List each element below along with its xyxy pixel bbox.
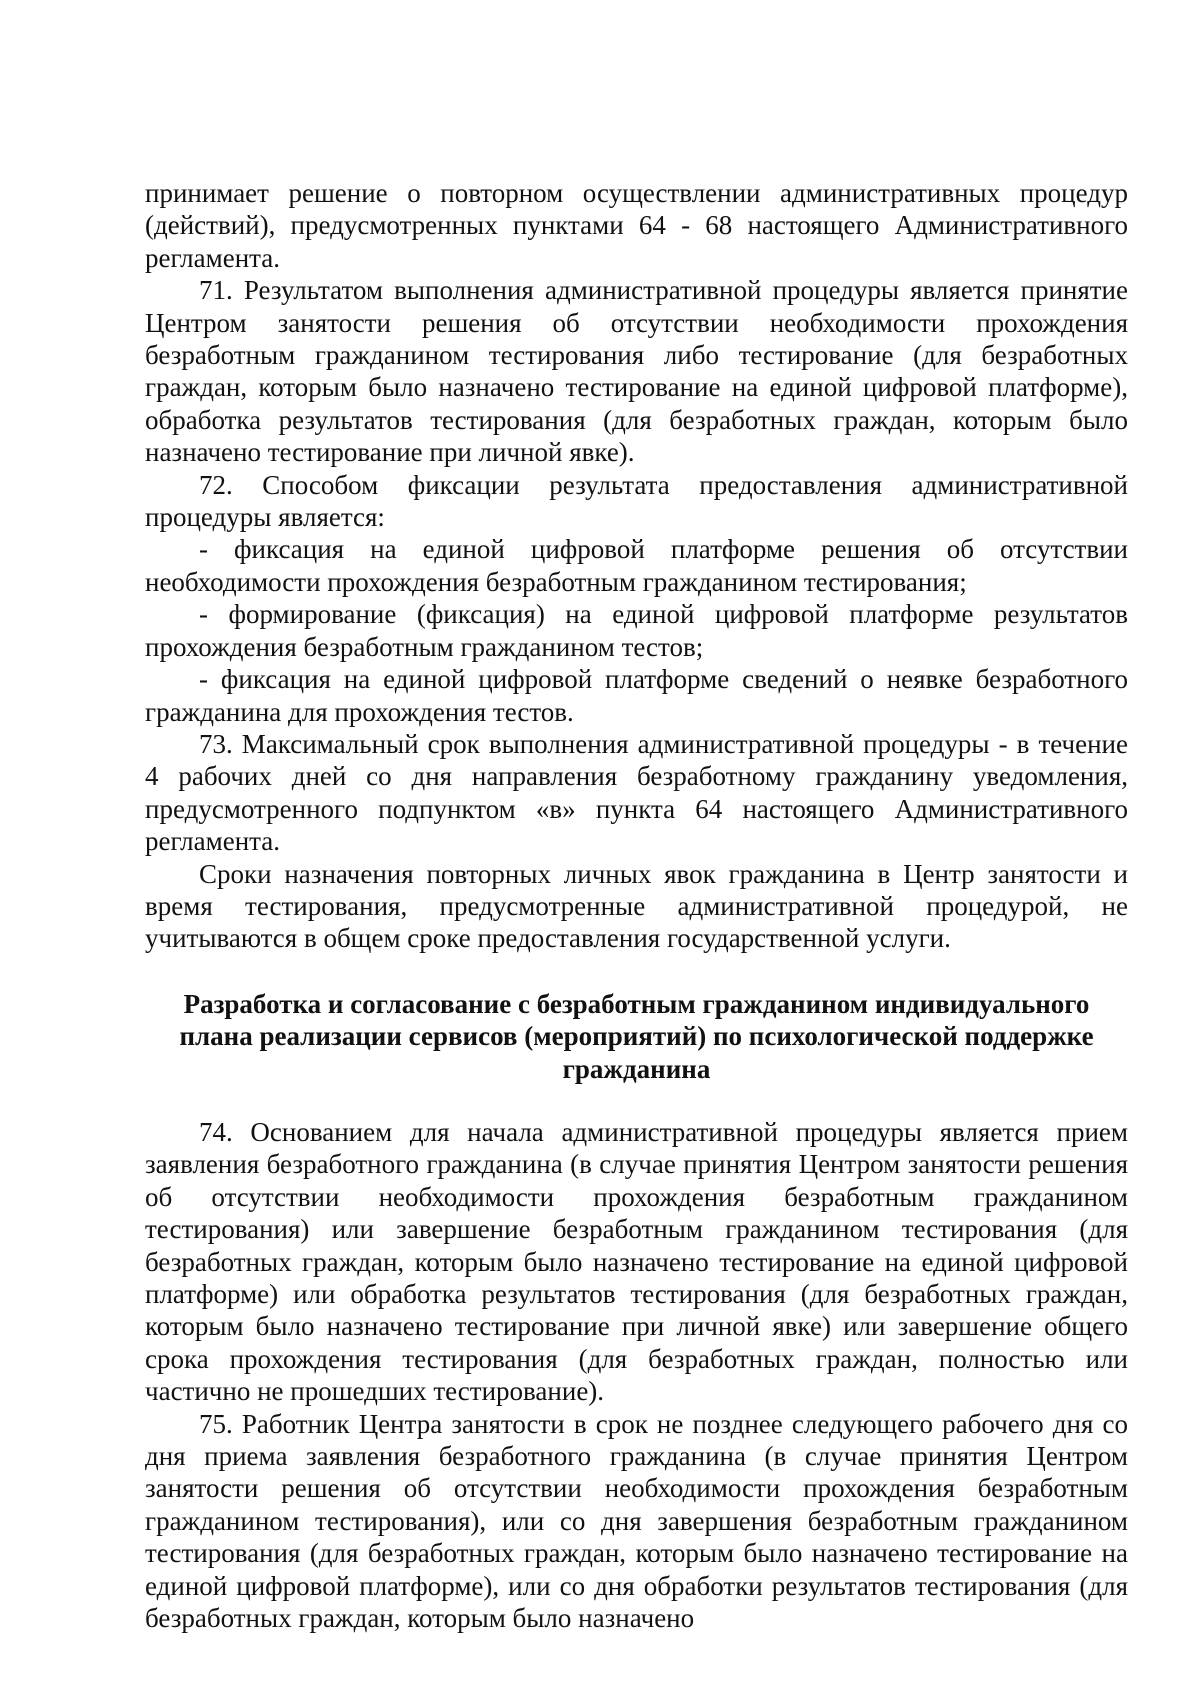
document-body	[145, 177, 1128, 1634]
list-item-fixation-results: - формирование (фиксация) на единой цифровой платформе результатов прохождения безработным гражданином тестов;	[145, 599, 1128, 662]
paragraph-75: 75. Работник Центра занятости в срок не позднее следующего рабочего дня со дня приема заявления безработного гражданина (в случае принятия Центром занятости решения об отсутствии необходимости прохождения безработным гражданином тестирования), или со дня завершения безработным гражданином тестирования (для безработных граждан, которым было назначено тестирование на единой цифровой платформе), или со дня обработки результатов тестирования (для безработных граждан, которым было назначено	[145, 1408, 1128, 1634]
paragraph-74: 74. Основанием для начала административной процедуры является прием заявления безработного гражданина (в случае принятия Центром занятости решения об отсутствии необходимости прохождения безработным гражданином тестирования) или завершение безработным гражданином тестирования (для безработных граждан, которым было назначено тестирование на единой цифровой платформе) или обработка результатов тестирования (для безработных граждан, которым было назначено тестирование при личной явке) или завершение общего срока прохождения тестирования (для безработных граждан, полностью или частично не прошедших тестирование).	[145, 1116, 1128, 1407]
list-item-fixation-absence: - фиксация на единой цифровой платформе сведений о неявке безработного гражданина для прохождения тестов.	[145, 664, 1128, 727]
paragraph-72: 72. Способом фиксации результата предоставления административной процедуры является:	[145, 469, 1128, 533]
paragraph-73: 73. Максимальный срок выполнения административной процедуры - в течение 4 рабочих дней со дня направления безработному гражданину уведомления, предусмотренного подпунктом «в» пункта 64 настоящего Административного регламента.	[145, 728, 1128, 857]
paragraph-continuation: принимает решение о повторном осуществлении административных процедур (действий), предусмотренных пунктами 64 - 68 настоящего Административного регламента.	[145, 178, 1128, 273]
section-heading: Разработка и согласование с безработным гражданином индивидуального плана реализации сервисов (мероприятий) по психологической поддержке гражданина	[179, 988, 1094, 1084]
list-item-fixation-decision: - фиксация на единой цифровой платформе решения об отсутствии необходимости прохождения безработным гражданином тестирования;	[145, 534, 1128, 597]
paragraph-71: 71. Результатом выполнения административной процедуры является принятие Центром занятости решения об отсутствии необходимости прохождения безработным гражданином тестирования либо тестирование (для безработных граждан, которым было назначено тестирование на единой цифровой платформе), обработка результатов тестирования (для безработных граждан, которым было назначено тестирование при личной явке).	[145, 275, 1128, 468]
paragraph-deadlines: Сроки назначения повторных личных явок гражданина в Центр занятости и время тестирования, предусмотренные административной процедурой, не учитываются в общем сроке предоставления государственной услуги.	[145, 858, 1128, 954]
